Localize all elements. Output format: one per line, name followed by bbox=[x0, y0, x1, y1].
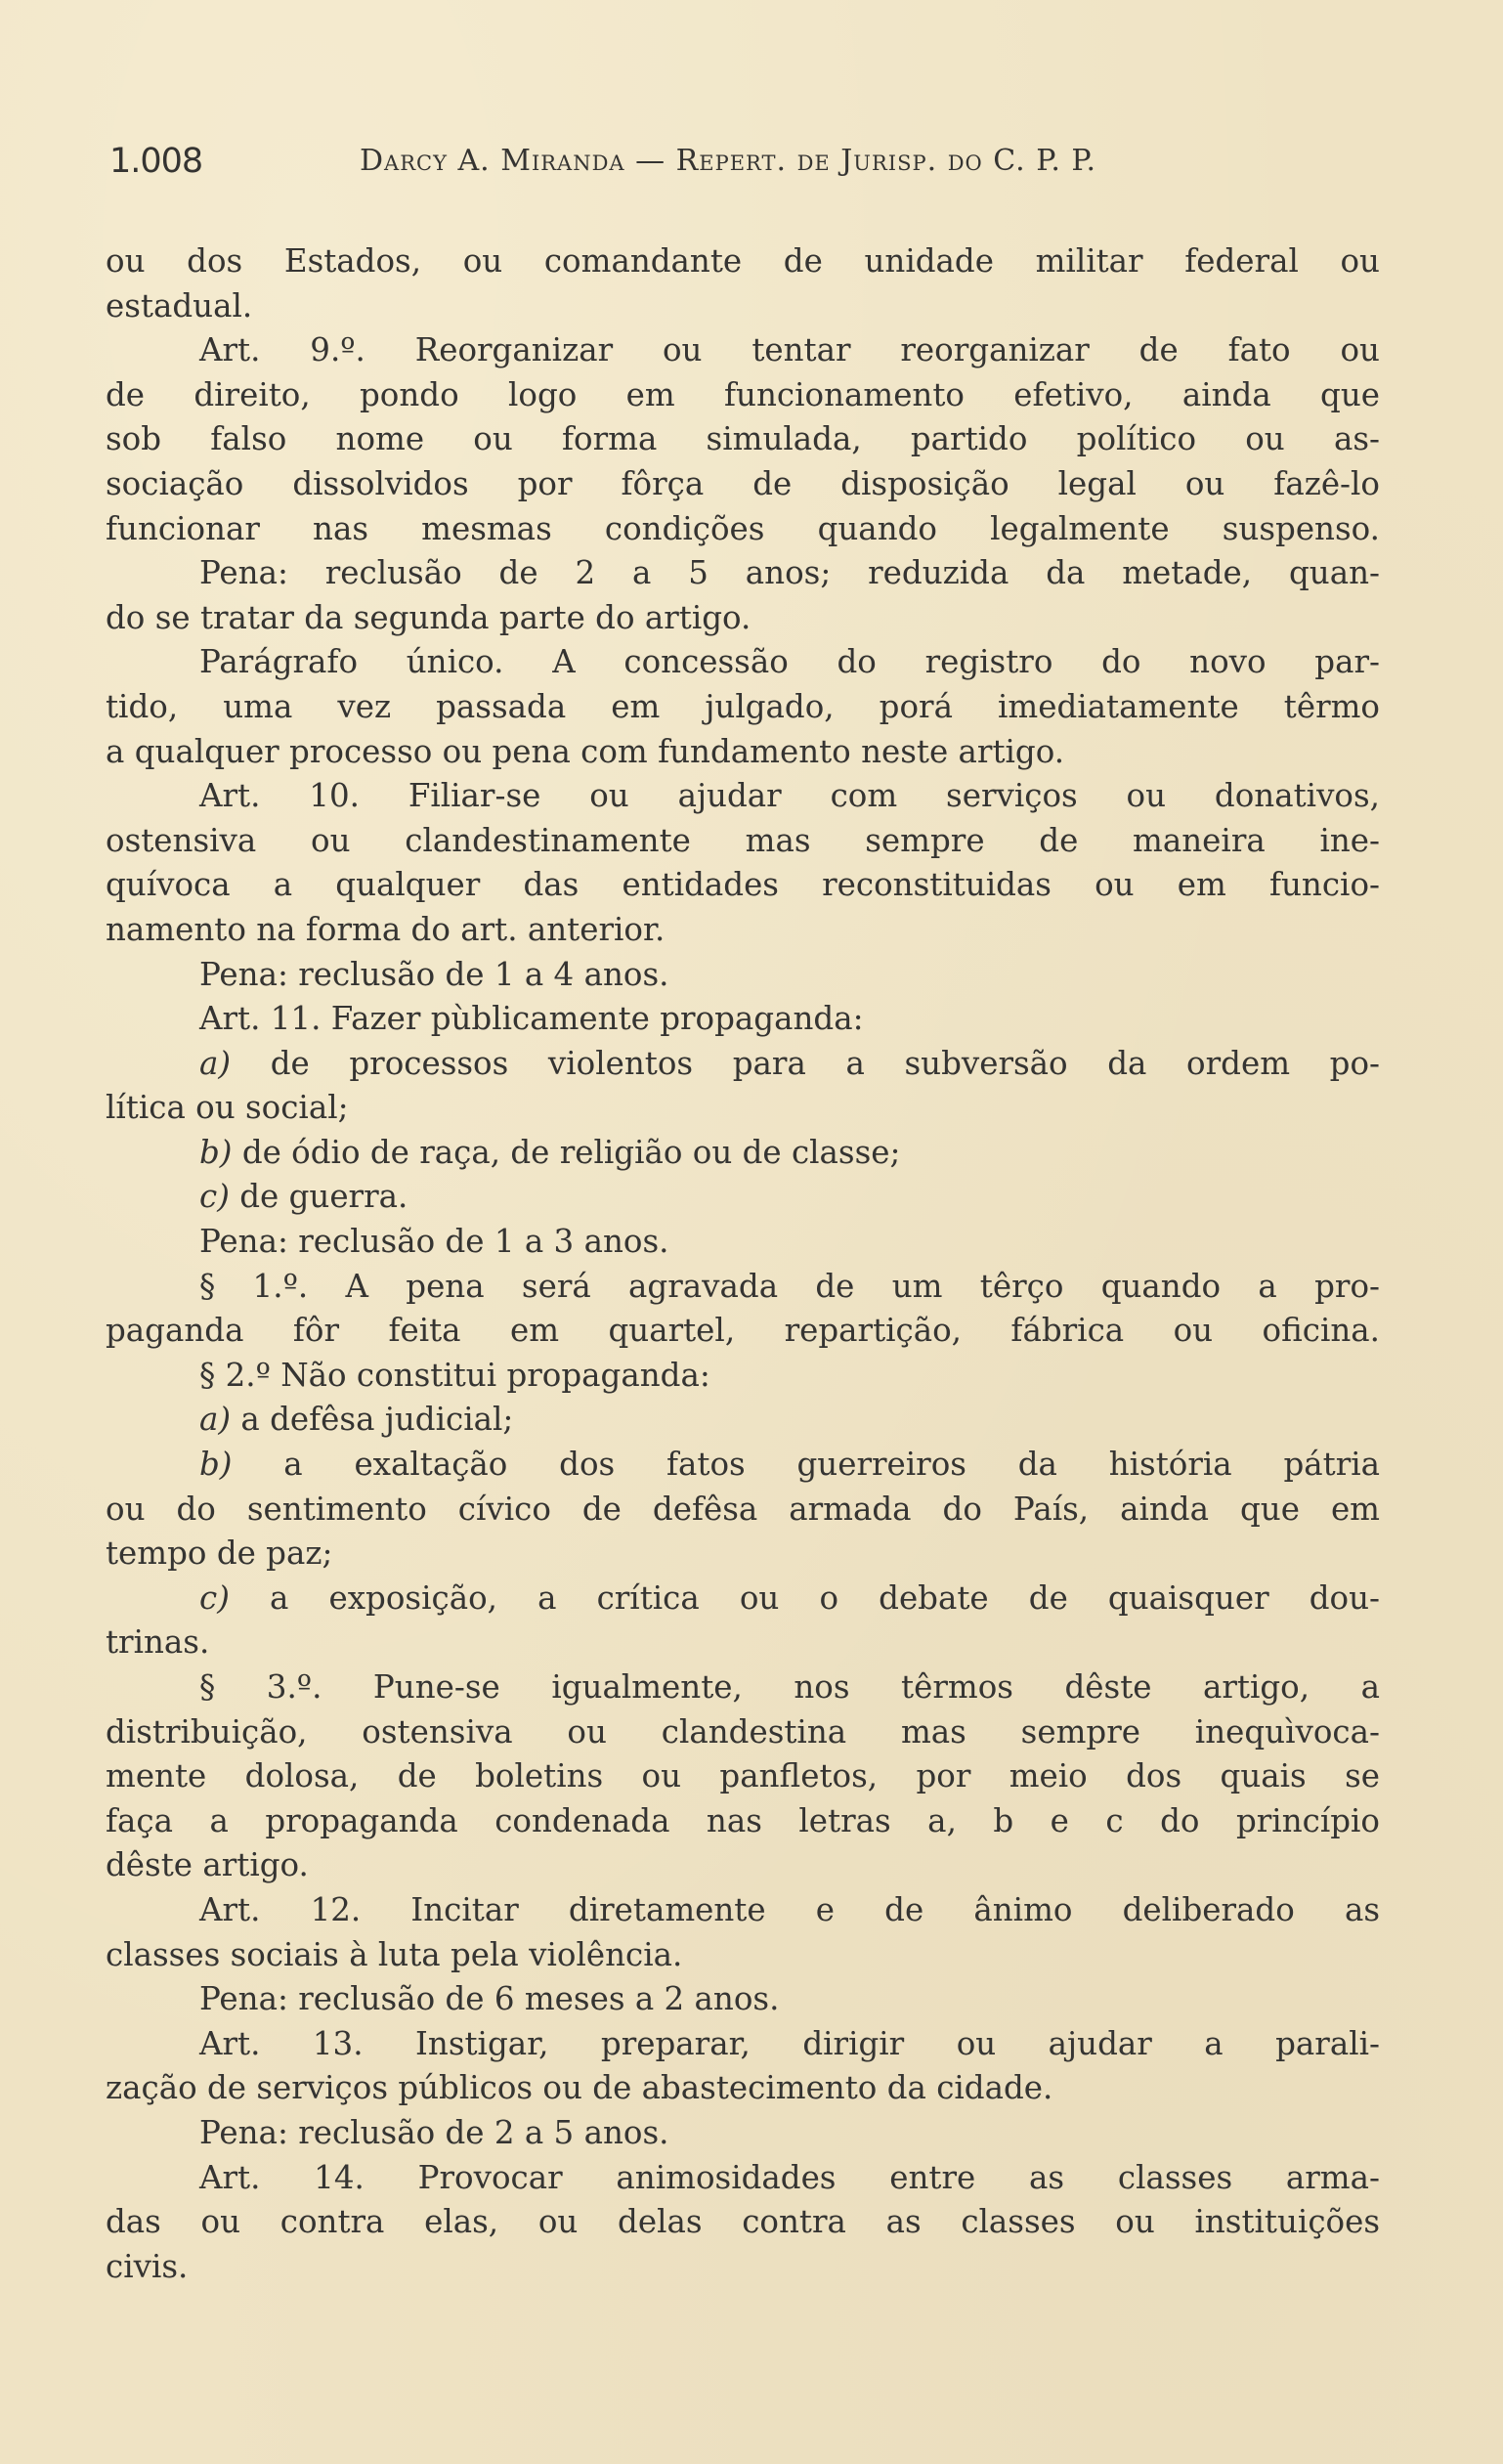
text-line: paganda fôr feita em quartel, repartição, fábrica ou oficina. bbox=[106, 1312, 1380, 1350]
text-line: § 2.º Não constitui propaganda: bbox=[199, 1356, 710, 1394]
text-line: das ou contra elas, ou delas contra as classes ou instituições bbox=[106, 2203, 1380, 2241]
page-header bbox=[109, 139, 1380, 184]
text-line: ou do sentimento cívico de defêsa armada do País, ainda que em bbox=[106, 1490, 1380, 1528]
page-number: 1.008 bbox=[109, 142, 203, 181]
text-line: dêste artigo. bbox=[106, 1846, 309, 1884]
text-line: sociação dissolvidos por fôrça de disposição legal ou fazê-lo bbox=[106, 464, 1380, 502]
text-line: Art. 12. Incitar diretamente e de ânimo deliberado as bbox=[199, 1890, 1380, 1928]
list-marker: a) bbox=[199, 1401, 232, 1439]
text-line: de direito, pondo logo em funcionamento efetivo, ainda que bbox=[106, 375, 1380, 413]
text-line: Pena: reclusão de 2 a 5 anos. bbox=[199, 2113, 669, 2151]
text-line: distribuição, ostensiva ou clandestina mas sempre inequìvoca- bbox=[106, 1712, 1380, 1751]
text-line: trinas. bbox=[106, 1623, 210, 1662]
text-line: quívoca a qualquer das entidades reconstituidas ou em funcio- bbox=[106, 866, 1380, 904]
text-line: classes sociais à luta pela violência. bbox=[106, 1935, 683, 1973]
text-line: ou dos Estados, ou comandante de unidade militar federal ou bbox=[106, 242, 1380, 280]
text-line: lítica ou social; bbox=[106, 1089, 349, 1127]
text-line: Pena: reclusão de 1 a 3 anos. bbox=[199, 1223, 669, 1261]
text-line: Art. 9.º. Reorganizar ou tentar reorganizar de fato ou bbox=[199, 331, 1380, 369]
text-line: zação de serviços públicos ou de abastecimento da cidade. bbox=[106, 2069, 1053, 2107]
list-marker: c) bbox=[199, 1178, 230, 1216]
text-line: b) a exaltação dos fatos guerreiros da história pátria bbox=[199, 1446, 1380, 1484]
running-head: Darcy A. Miranda — Repert. de Jurisp. do C. P. P. bbox=[360, 144, 1097, 178]
text-line: tempo de paz; bbox=[106, 1535, 333, 1573]
text-line: a) a defêsa judicial; bbox=[199, 1401, 514, 1439]
list-marker: c) bbox=[199, 1578, 230, 1617]
text-line: c) a exposição, a crítica ou o debate de quaisquer dou- bbox=[199, 1578, 1380, 1617]
text-line: Art. 11. Fazer pùblicamente propaganda: bbox=[199, 1000, 864, 1038]
text-line: do se tratar da segunda parte do artigo. bbox=[106, 598, 752, 636]
text-line: Art. 10. Filiar-se ou ajudar com serviços ou donativos, bbox=[199, 777, 1380, 815]
text-line: funcionar nas mesmas condições quando legalmente suspenso. bbox=[106, 509, 1380, 547]
text-line: § 1.º. A pena será agravada de um têrço quando a pro- bbox=[199, 1267, 1380, 1305]
text-line: ostensiva ou clandestinamente mas sempre de maneira ine- bbox=[106, 821, 1380, 859]
text-line: b) de ódio de raça, de religião ou de classe; bbox=[199, 1133, 901, 1171]
text-line: tido, uma vez passada em julgado, porá imediatamente têrmo bbox=[106, 687, 1380, 725]
text-line: a qualquer processo ou pena com fundamento neste artigo. bbox=[106, 732, 1065, 770]
list-marker: b) bbox=[199, 1446, 233, 1484]
text-line: § 3.º. Pune-se igualmente, nos têrmos dêste artigo, a bbox=[199, 1668, 1380, 1706]
body-text bbox=[106, 239, 1380, 2289]
text-line: estadual. bbox=[106, 286, 253, 324]
text-line: mente dolosa, de boletins ou panfletos, por meio dos quais se bbox=[106, 1757, 1380, 1795]
text-line: sob falso nome ou forma simulada, partido político ou as- bbox=[106, 420, 1380, 458]
text-line: Art. 14. Provocar animosidades entre as classes arma- bbox=[199, 2158, 1380, 2196]
text-line: a) de processos violentos para a subversão da ordem po- bbox=[199, 1044, 1380, 1082]
text-line: Pena: reclusão de 6 meses a 2 anos. bbox=[199, 1980, 780, 2018]
text-line: c) de guerra. bbox=[199, 1178, 408, 1216]
list-marker: a) bbox=[199, 1044, 232, 1082]
text-line: Pena: reclusão de 1 a 4 anos. bbox=[199, 955, 669, 993]
text-line: Pena: reclusão de 2 a 5 anos; reduzida da metade, quan- bbox=[199, 554, 1380, 592]
text-line: civis. bbox=[106, 2247, 189, 2285]
text-line: namento na forma do art. anterior. bbox=[106, 910, 666, 948]
text-line: faça a propaganda condenada nas letras a, b e c do princípio bbox=[106, 1801, 1380, 1839]
text-line: Parágrafo único. A concessão do registro do novo par- bbox=[199, 643, 1380, 681]
list-marker: b) bbox=[199, 1133, 233, 1171]
text-line: Art. 13. Instigar, preparar, dirigir ou ajudar a parali- bbox=[199, 2024, 1380, 2062]
